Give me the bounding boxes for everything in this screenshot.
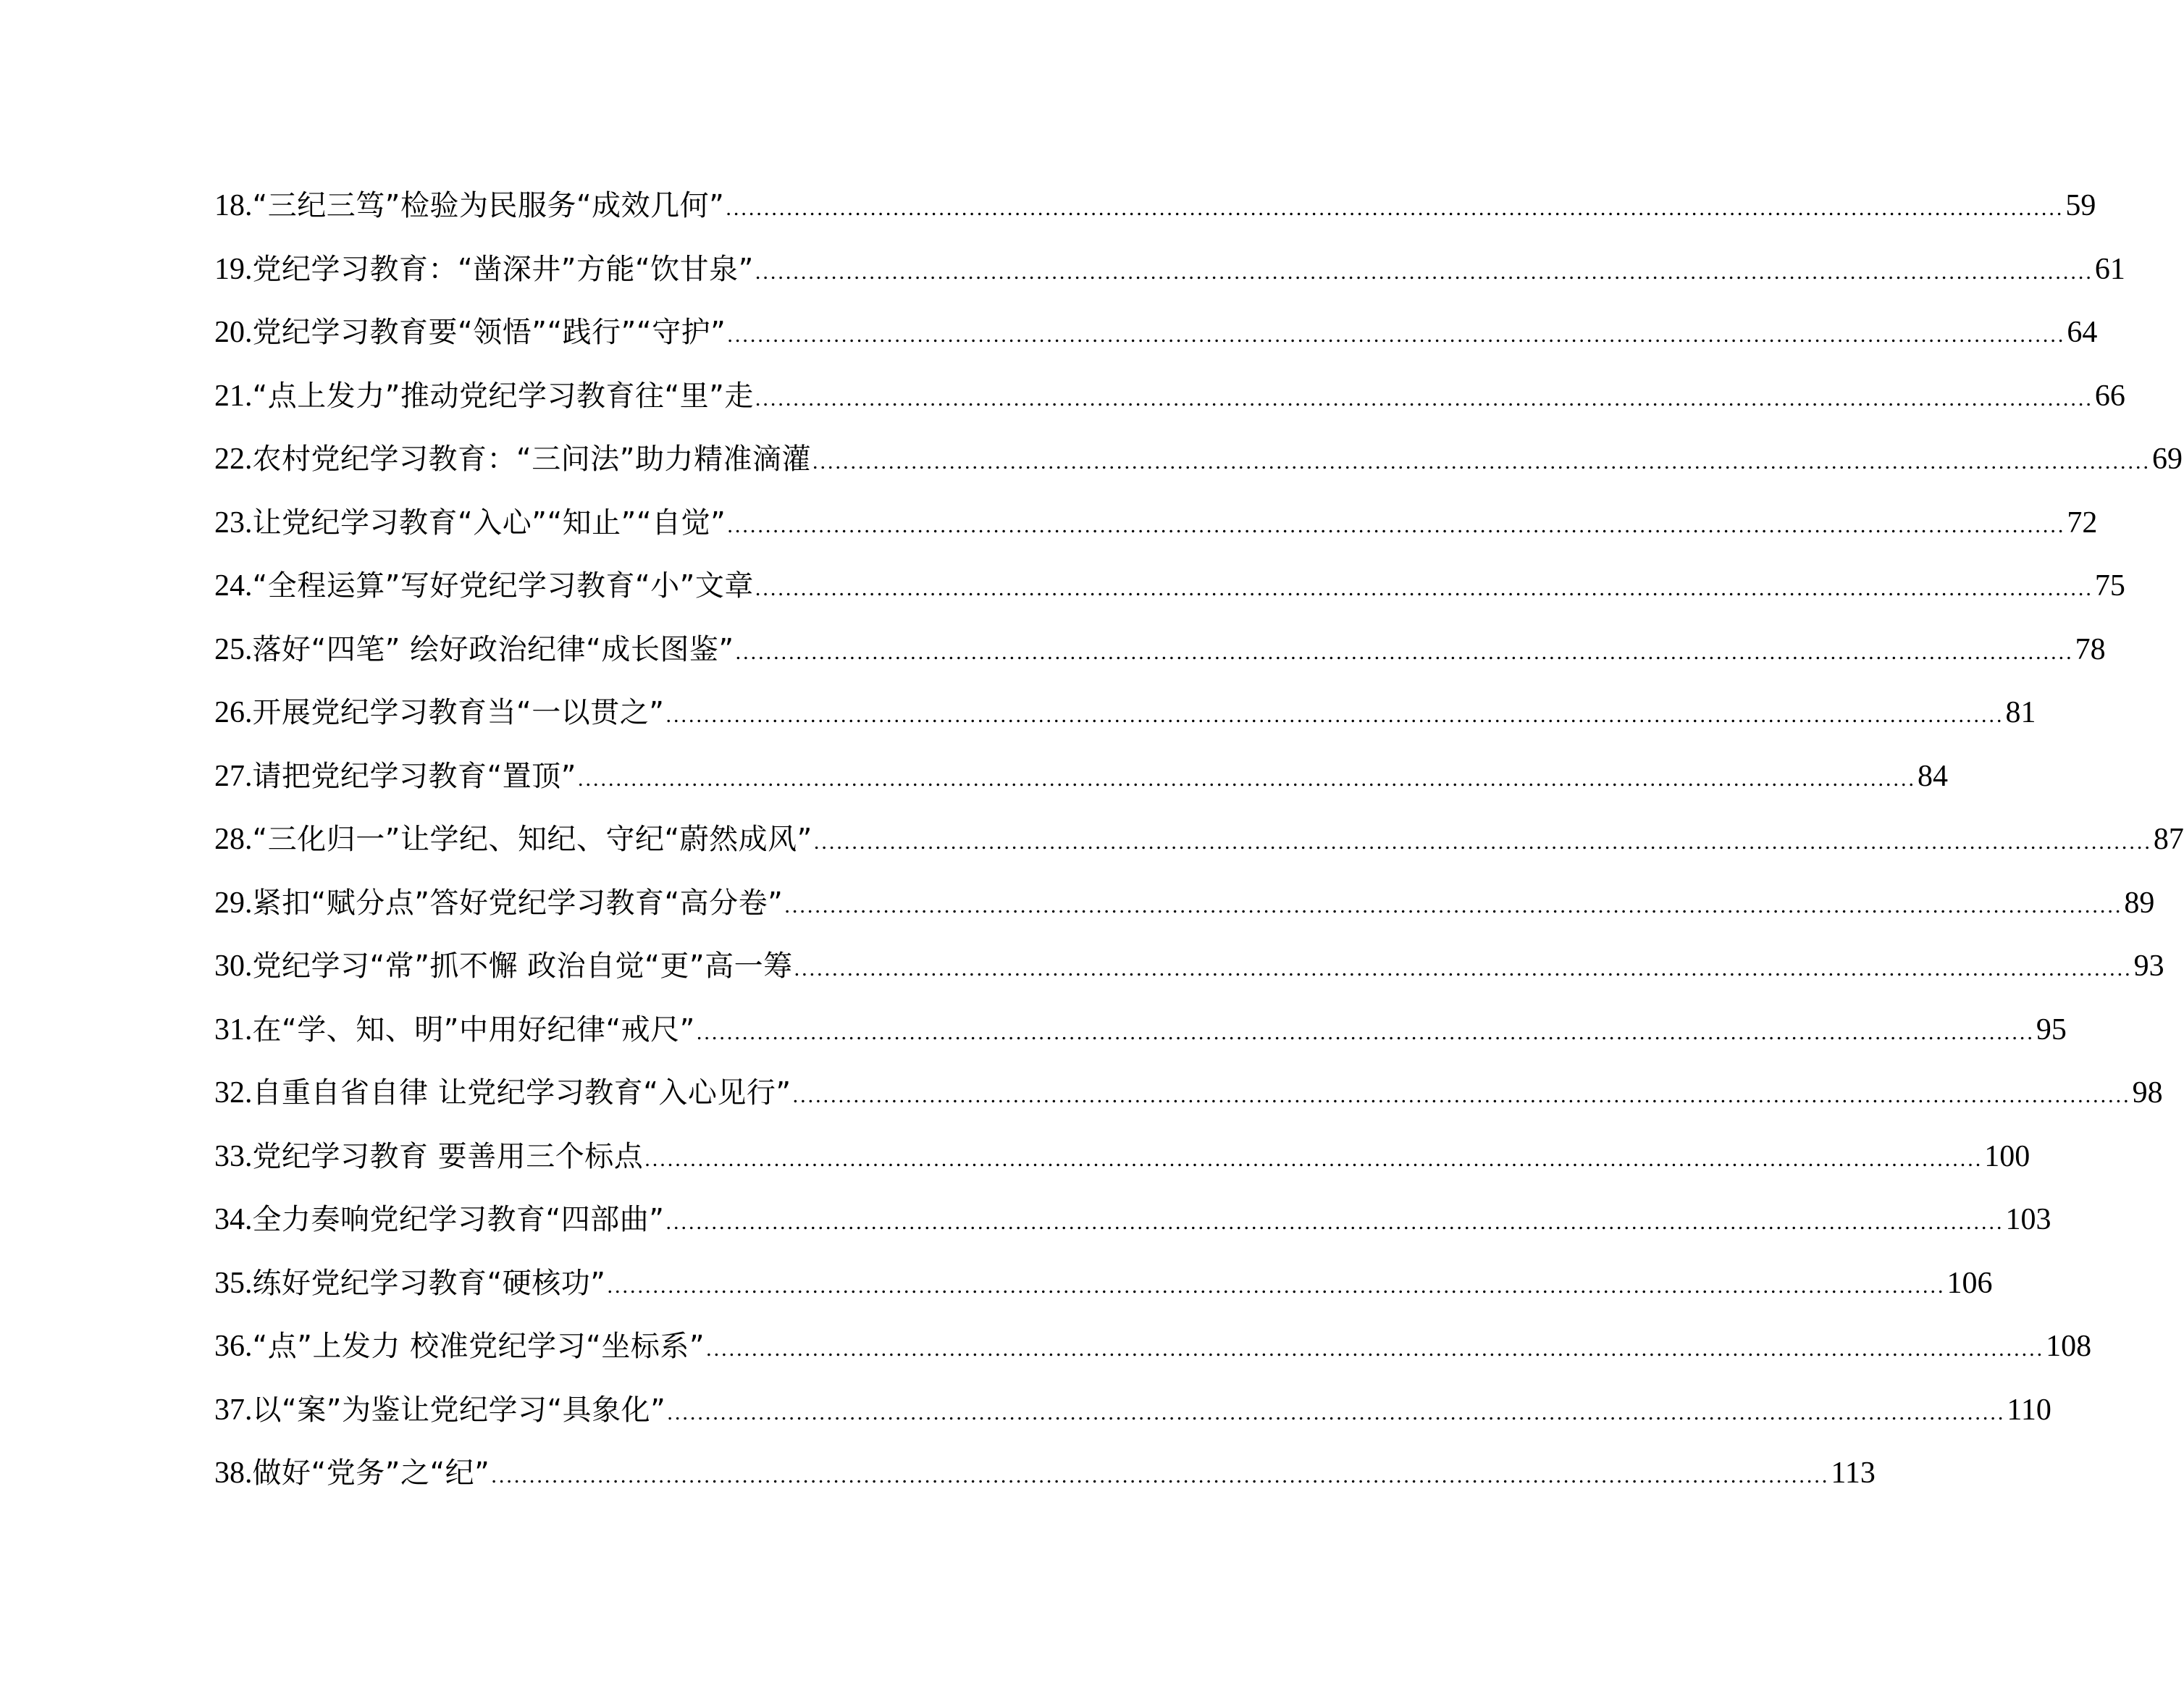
toc-entry-page: 100 [1984,1139,2030,1173]
toc-entry-title: “全程运算”写好党纪学习教育“小”文章 [252,569,754,603]
toc-entry-number: 27. [214,759,253,793]
toc-entry-title: 党纪学习教育：“凿深井”方能“饮甘泉” [252,252,754,286]
dot-leader [793,1071,2131,1120]
toc-entry-number: 29. [214,886,253,920]
dot-leader [727,501,2065,550]
toc-entry-number: 35. [214,1266,253,1300]
dot-leader [755,564,2093,613]
toc-entry-title: 党纪学习“常”抓不懈 政治自觉“更”高一筹 [252,949,793,983]
toc-entry [214,752,1948,815]
dot-leader [697,1008,2035,1057]
dot-leader [784,881,2122,931]
toc-entry [214,181,2096,245]
toc-entry-title: 党纪学习教育 要善用三个标点 [252,1139,644,1173]
dot-leader [578,755,1916,804]
toc-entry-page: 98 [2132,1076,2163,1110]
dot-leader [794,944,2133,994]
toc-entry [214,308,2098,372]
dot-leader [736,628,2074,677]
dot-leader [727,311,2065,360]
toc-entry-page: 106 [1946,1266,1993,1300]
toc-entry [214,245,2125,309]
toc-entry [214,372,2125,435]
toc-entry-page: 108 [2046,1330,2092,1363]
toc-entry [214,498,2098,562]
toc-entry-page: 64 [2067,316,2098,349]
toc-entry [214,1259,1993,1322]
toc-entry-number: 38. [214,1456,253,1490]
toc-entry [214,1385,2051,1449]
toc-entry-title: 在“学、知、明”中用好纪律“戒尺” [252,1012,695,1047]
toc-entry-number: 18. [214,189,253,222]
dot-leader [706,1325,2044,1374]
toc-entry-title: 练好党纪学习教育“硬核功” [252,1266,606,1300]
toc-entry [214,688,2036,752]
toc-entry-number: 23. [214,506,253,540]
toc-entry-title: “三化归一”让学纪、知纪、守纪“蔚然成风” [252,823,812,856]
toc-entry-number: 28. [214,823,253,856]
dot-leader [726,184,2064,233]
toc-entry-number: 37. [214,1393,253,1427]
toc-entry [214,625,2106,689]
toc-entry-title: 做好“党务”之“纪” [252,1456,490,1490]
toc-entry-page: 61 [2094,252,2125,286]
toc-entry-number: 26. [214,696,253,729]
toc-entry [214,1195,2051,1259]
toc-entry-number: 32. [214,1076,253,1110]
toc-entry [214,1132,2030,1196]
dot-leader [665,1198,2004,1247]
toc-entry-title: 落好“四笔” 绘好政治纪律“成长图鉴” [252,632,734,666]
dot-leader [607,1262,1945,1311]
dot-leader [667,1388,2005,1438]
toc-entry-page: 89 [2124,886,2155,920]
toc-entry [214,942,2164,1005]
toc-entry-page: 81 [2005,696,2036,729]
dot-leader [644,1135,1983,1184]
toc-entry-number: 33. [214,1139,253,1173]
toc-entry [214,879,2155,942]
toc-entry-page: 78 [2075,632,2106,666]
toc-entry-page: 72 [2067,506,2098,540]
toc-entry-page: 87 [2153,823,2184,856]
toc-entry-title: 党纪学习教育要“领悟”“践行”“守护” [252,316,726,349]
toc-entry-number: 36. [214,1330,253,1363]
toc-entry [214,1448,1876,1512]
toc-entry-number: 24. [214,569,253,603]
toc-entry-number: 25. [214,632,253,666]
toc-entry-title: 以“案”为鉴让党纪学习“具象化” [252,1393,666,1427]
toc-entry-title: 开展党纪学习教育当“一以贯之” [252,696,665,729]
toc-entry-number: 19. [214,252,253,286]
toc-entry [214,561,2125,625]
toc-entry-number: 20. [214,316,253,349]
toc-entry-page: 113 [1831,1456,1876,1490]
table-of-contents [214,181,2184,1512]
toc-entry-page: 66 [2094,379,2125,413]
toc-entry-number: 21. [214,379,253,413]
dot-leader [665,691,2004,740]
toc-entry-title: 请把党纪学习教育“置顶” [252,759,576,793]
dot-leader [814,818,2152,867]
toc-entry [214,1068,2163,1132]
toc-entry-title: 农村党纪学习教育：“三问法”助力精准滴灌 [252,443,811,476]
toc-entry-title: “点”上发力 校准党纪学习“坐标系” [252,1330,705,1363]
dot-leader [812,437,2151,487]
dot-leader [491,1451,1829,1501]
toc-entry-page: 95 [2036,1012,2067,1047]
toc-entry-page: 69 [2151,443,2183,476]
toc-entry-number: 22. [214,443,253,476]
toc-entry-title: 全力奏响党纪学习教育“四部曲” [252,1203,665,1236]
toc-entry-page: 110 [2007,1393,2051,1427]
toc-entry-page: 84 [1917,759,1948,793]
toc-entry-title: “点上发力”推动党纪学习教育往“里”走 [252,379,754,413]
toc-entry-number: 31. [214,1012,253,1047]
toc-entry-number: 34. [214,1203,253,1236]
dot-leader [755,374,2093,424]
toc-entry-title: 自重自省自律 让党纪学习教育“入心见行” [252,1076,791,1110]
toc-entry [214,815,2184,879]
dot-leader [755,248,2093,297]
toc-entry [214,435,2183,498]
toc-entry-page: 75 [2094,569,2125,603]
toc-entry-page: 93 [2133,949,2164,983]
toc-entry-title: 紧扣“赋分点”答好党纪学习教育“高分卷” [252,886,784,920]
toc-entry [214,1005,2067,1069]
toc-entry-title: 让党纪学习教育“入心”“知止”“自觉” [252,506,726,540]
toc-entry-number: 30. [214,949,253,983]
toc-entry [214,1322,2092,1385]
toc-entry-page: 59 [2065,189,2096,222]
toc-entry-title: “三纪三笃”检验为民服务“成效几何” [252,189,725,222]
toc-entry-page: 103 [2005,1203,2051,1236]
